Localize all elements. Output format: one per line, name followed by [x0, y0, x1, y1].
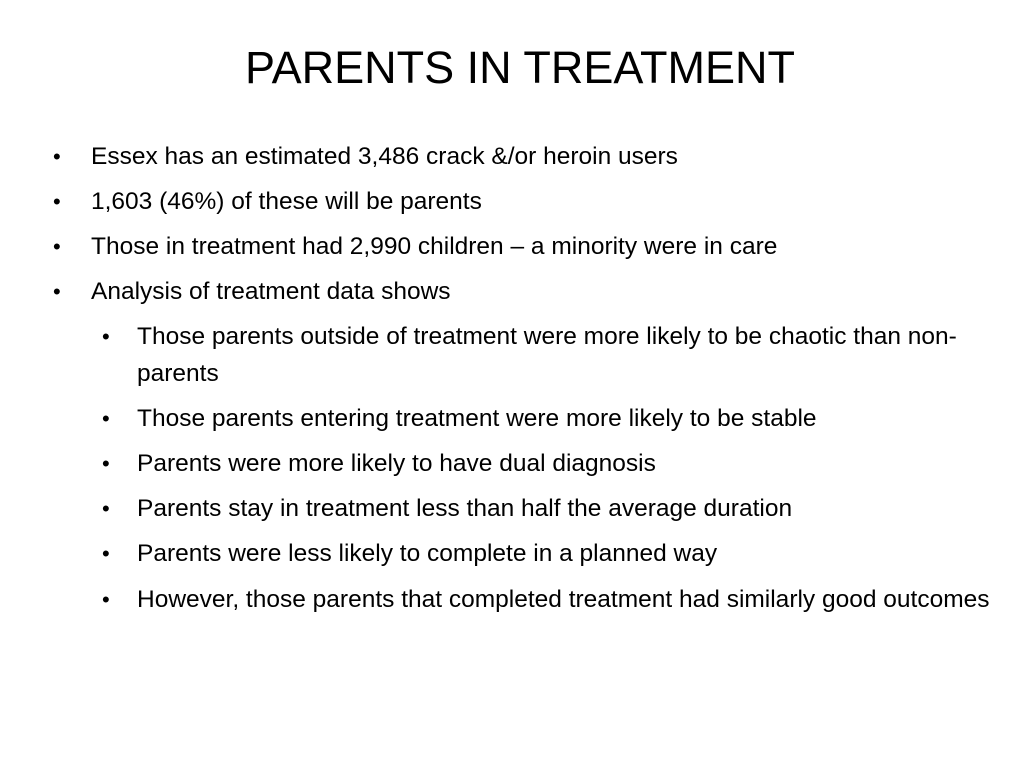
sub-bullet-item — [102, 490, 997, 527]
bullet-text: Parents were more likely to have dual diagnosis — [137, 450, 656, 477]
bullet-text: Analysis of treatment data shows — [91, 278, 451, 305]
bullet-marker: • — [102, 406, 110, 431]
sub-bullet-item — [102, 318, 997, 392]
slide-title: PARENTS IN TREATMENT — [244, 42, 796, 93]
bullet-marker: • — [102, 541, 110, 566]
sub-bullet-item — [102, 535, 997, 572]
bullet-text: Those parents outside of treatment were more likely to be chaotic than non-parents — [137, 323, 957, 387]
bullet-marker: • — [102, 587, 110, 612]
bullet-marker: • — [53, 189, 61, 214]
bullet-marker: • — [53, 234, 61, 259]
bullet-text: Essex has an estimated 3,486 crack &/or heroin users — [91, 143, 678, 170]
bullet-item — [53, 228, 991, 265]
bullet-text: 1,603 (46%) of these will be parents — [91, 188, 482, 215]
bullet-item — [53, 138, 991, 175]
sub-bullet-item — [102, 445, 997, 482]
bullet-text: Those in treatment had 2,990 children – a minority were in care — [91, 233, 778, 260]
bullet-text: However, those parents that completed treatment had similarly good outcomes — [137, 586, 990, 613]
bullet-item — [53, 183, 991, 220]
bullet-marker: • — [102, 451, 110, 476]
bullet-marker: • — [102, 324, 110, 349]
sub-bullet-item — [102, 400, 997, 437]
bullet-marker: • — [53, 279, 61, 304]
bullet-text: Those parents entering treatment were more likely to be stable — [137, 405, 817, 432]
bullet-marker: • — [102, 496, 110, 521]
sub-bullet-item — [102, 581, 997, 618]
bullet-text: Parents were less likely to complete in a planned way — [137, 540, 718, 567]
bullet-marker: • — [53, 144, 61, 169]
bullet-text: Parents stay in treatment less than half the average duration — [137, 495, 793, 522]
bullet-item — [53, 273, 991, 310]
